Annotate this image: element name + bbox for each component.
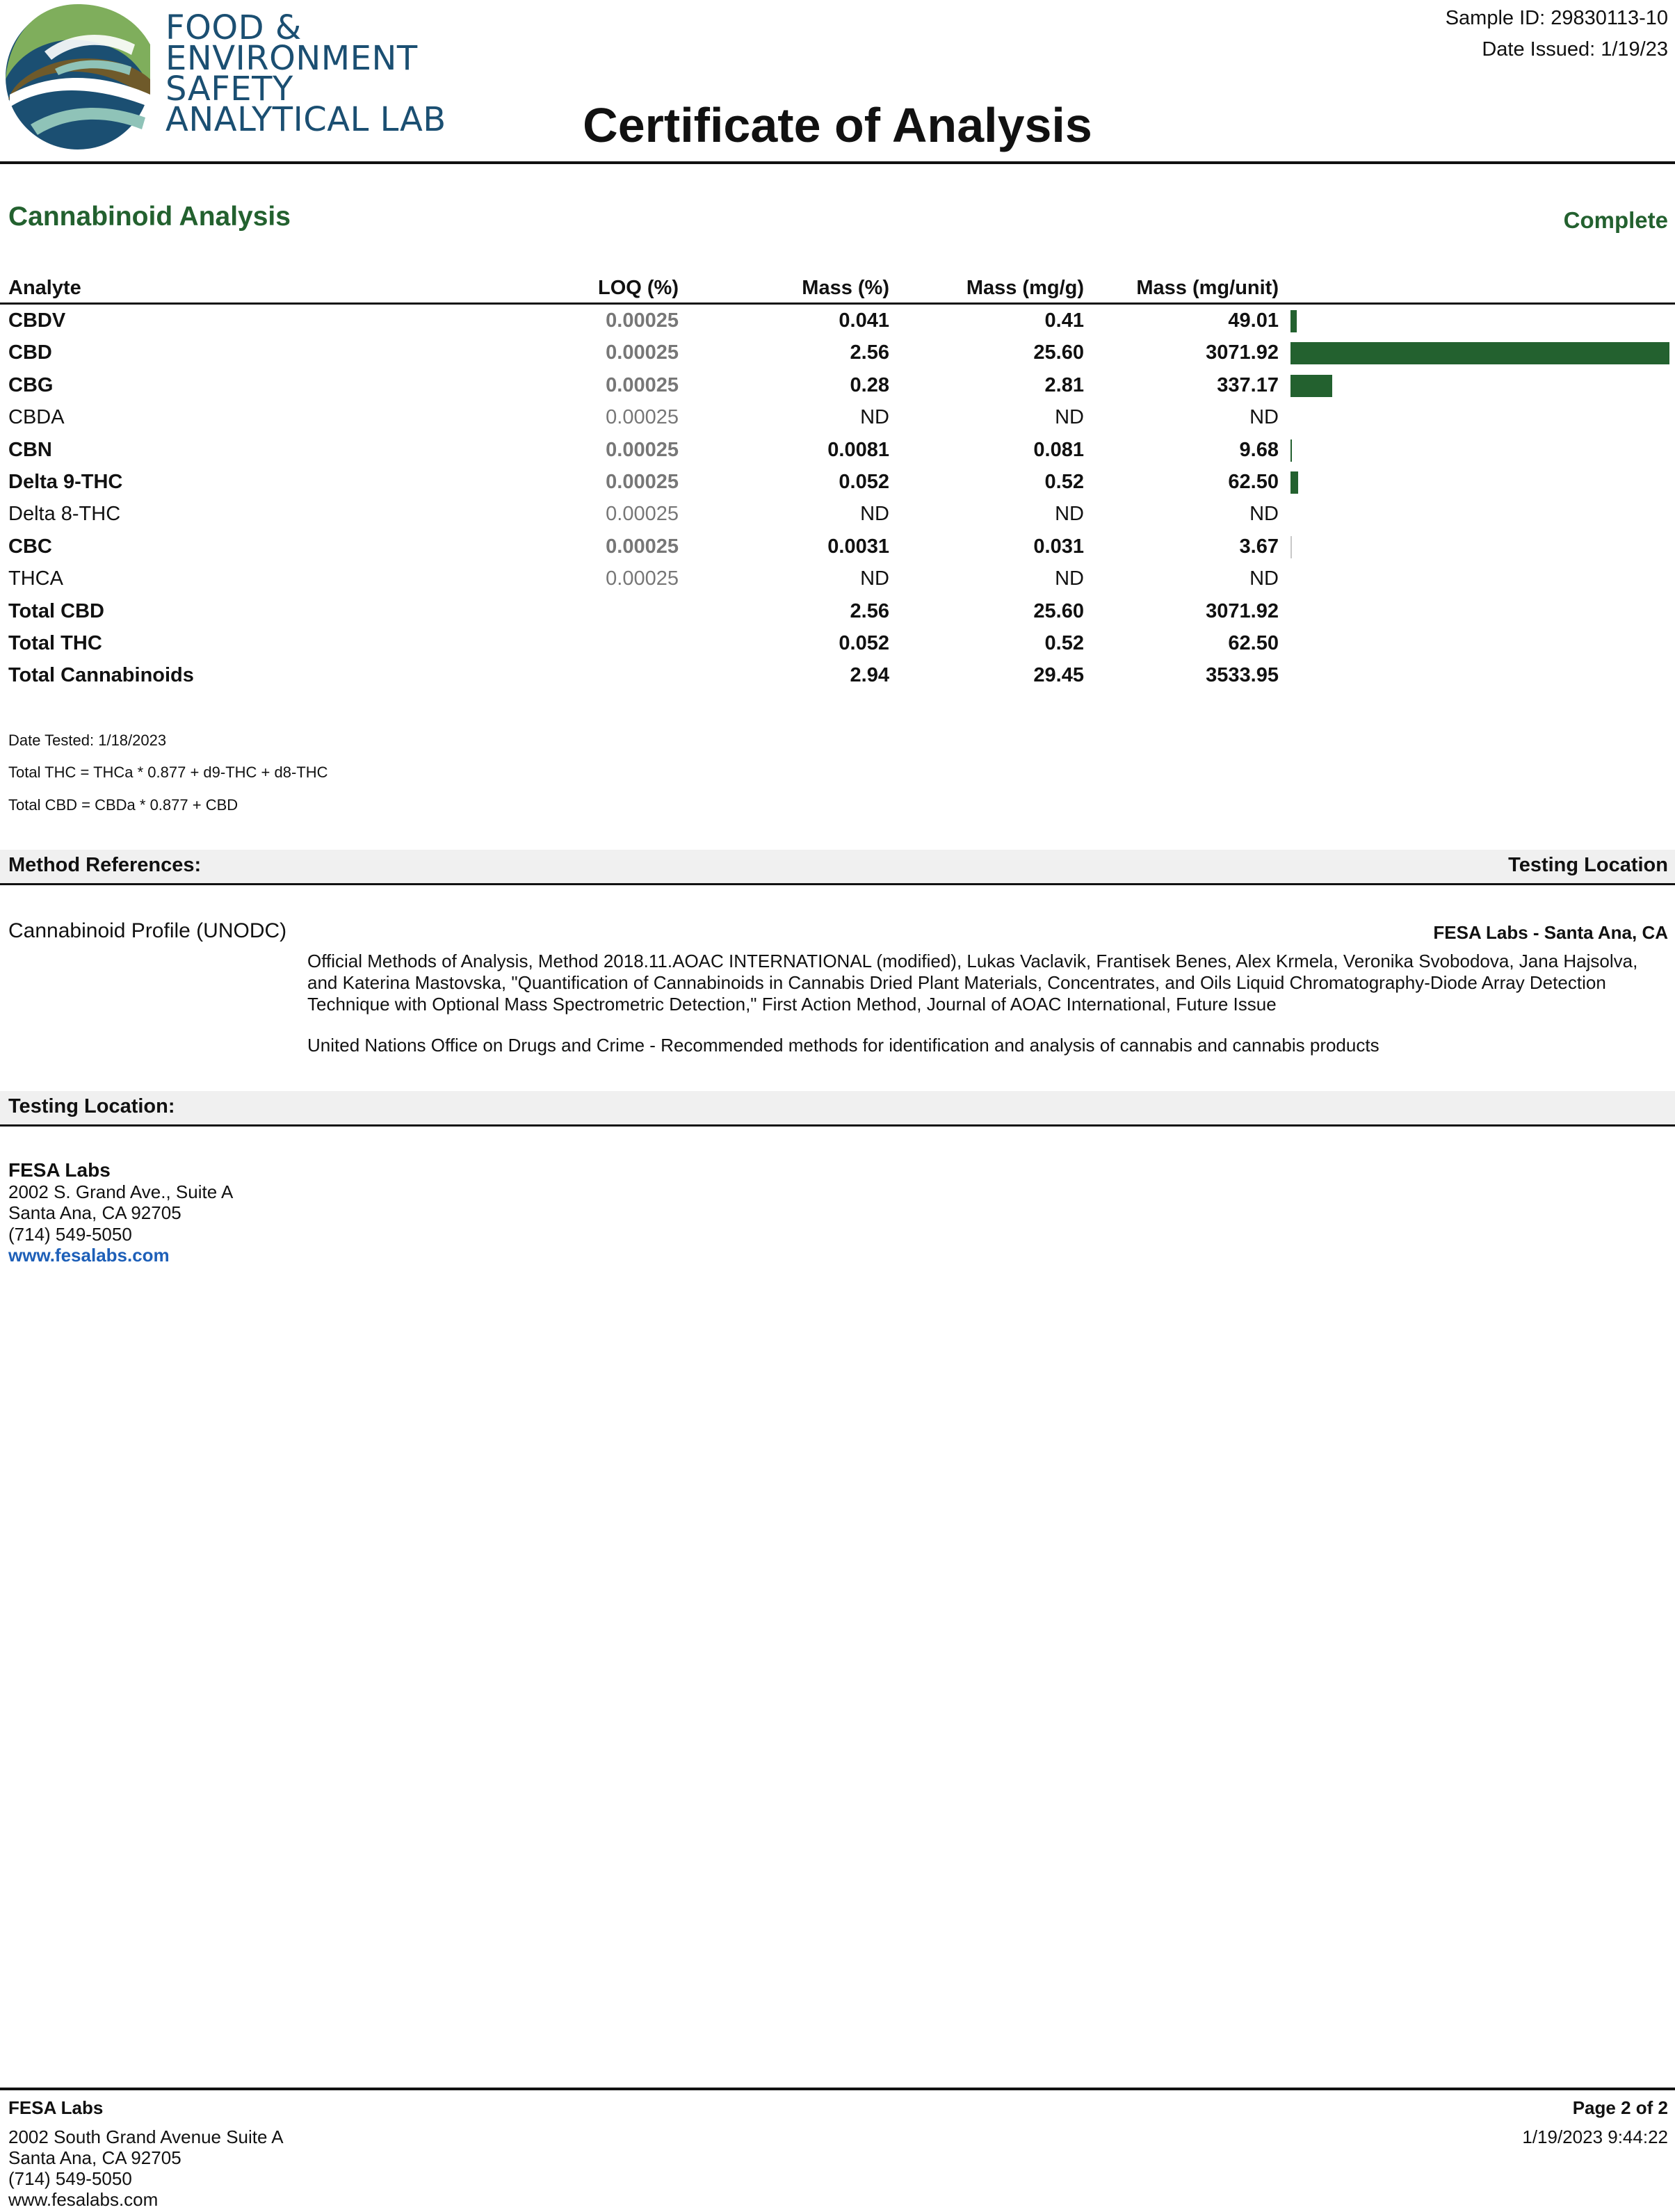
loq-cell: 0.00025	[606, 309, 679, 332]
table-header	[0, 273, 1675, 305]
mass-unit-cell: 3.67	[1239, 535, 1279, 558]
section-title: Cannabinoid Analysis	[8, 202, 291, 232]
analyte-cell: CBG	[8, 373, 54, 396]
total-cbd-formula: Total CBD = CBDa * 0.877 + CBD	[8, 796, 238, 814]
mass-mgg-cell: 0.031	[1033, 535, 1084, 558]
footer-street: 2002 South Grand Avenue Suite A	[8, 2126, 284, 2147]
mass-unit-cell: 3071.92	[1206, 599, 1279, 622]
testing-location-address	[8, 1160, 233, 1266]
mass-unit-cell: 3071.92	[1206, 341, 1279, 364]
mass-pct-cell: 2.56	[850, 599, 889, 622]
mass-pct-cell: ND	[860, 567, 889, 590]
method-reference-unodc: United Nations Office on Drugs and Crime - Recommended methods for identification and analysis of cannabis and cannabis products	[307, 1035, 1379, 1056]
logo-wordmark: FOOD & ENVIRONMENT SAFETY ANALYTICAL LAB	[165, 8, 446, 139]
header-divider	[0, 161, 1675, 164]
method-name: Cannabinoid Profile (UNODC)	[8, 919, 287, 942]
mass-pct-cell: 0.041	[839, 309, 889, 332]
table-row	[0, 563, 1675, 595]
footer-lab-name: FESA Labs	[8, 2097, 104, 2118]
mass-bar	[1290, 536, 1292, 558]
analyte-cell: CBD	[8, 341, 52, 364]
analyte-cell: CBC	[8, 535, 52, 558]
footer-website: www.fesalabs.com	[8, 2189, 159, 2210]
mass-pct-cell: 0.052	[839, 470, 889, 493]
table-row	[0, 595, 1675, 627]
table-row	[0, 305, 1675, 337]
testing-location-heading: Testing Location	[1508, 854, 1668, 876]
mass-unit-cell: ND	[1249, 567, 1279, 590]
mass-bar	[1290, 439, 1292, 462]
table-row	[0, 659, 1675, 691]
total-thc-formula: Total THC = THCa * 0.877 + d9-THC + d8-THC	[8, 764, 328, 781]
loq-cell: 0.00025	[606, 438, 679, 461]
mass-unit-cell: 3533.95	[1206, 664, 1279, 687]
method-location: FESA Labs - Santa Ana, CA	[1433, 922, 1668, 943]
mass-pct-cell: ND	[860, 406, 889, 429]
header-loq: LOQ (%)	[598, 277, 679, 299]
page-number: Page 2 of 2	[1572, 2097, 1668, 2118]
analyte-cell: Total THC	[8, 631, 102, 654]
date-tested: Date Tested: 1/18/2023	[8, 732, 167, 749]
table-row	[0, 434, 1675, 466]
mass-unit-cell: ND	[1249, 406, 1279, 429]
mass-unit-cell: ND	[1249, 503, 1279, 526]
testing-location-label: Testing Location:	[8, 1095, 175, 1117]
analyte-cell: THCA	[8, 567, 63, 590]
analyte-cell: CBDA	[8, 406, 65, 429]
mass-bar	[1290, 375, 1332, 397]
mass-pct-cell: 2.56	[850, 341, 889, 364]
header-mass-mgg: Mass (mg/g)	[966, 277, 1084, 299]
loq-cell: 0.00025	[606, 373, 679, 396]
mass-mgg-cell: 0.52	[1044, 470, 1084, 493]
analyte-cell: Delta 8-THC	[8, 503, 121, 526]
loq-cell: 0.00025	[606, 567, 679, 590]
footer-divider	[0, 2088, 1675, 2090]
table-row	[0, 369, 1675, 401]
mass-mgg-cell: 0.52	[1044, 631, 1084, 654]
cannabinoid-table	[0, 273, 1675, 692]
mass-bar	[1290, 471, 1298, 494]
header-mass-pct: Mass (%)	[802, 277, 889, 299]
table-row	[0, 337, 1675, 369]
analyte-cell: CBN	[8, 438, 52, 461]
lab-phone: (714) 549-5050	[8, 1223, 132, 1245]
mass-mgg-cell: 2.81	[1044, 373, 1084, 396]
method-reference-aoac: Official Methods of Analysis, Method 2018.11.AOAC INTERNATIONAL (modified), Lukas Vaclavik, Frantisek Benes, Alex Krmela, Veronika Svobodova, Jana Hajsolva, and Katerina Mastovska, "Quantification of Cannabinoids in Cannabis Dried Plant Materials, Concentrates, and Oils Liquid Chromatography-Diode Array Detection Technique with Optional Mass Spectrometric Detection," First Action Method, Journal of AOAC International, Future Issue	[307, 951, 1638, 1015]
mass-mgg-cell: ND	[1055, 406, 1084, 429]
analyte-cell: CBDV	[8, 309, 66, 332]
table-row	[0, 466, 1675, 498]
loq-cell: 0.00025	[606, 503, 679, 526]
table-row	[0, 531, 1675, 563]
mass-mgg-cell: 0.41	[1044, 309, 1084, 332]
mass-bar	[1290, 342, 1669, 364]
mass-mgg-cell: ND	[1055, 503, 1084, 526]
table-row	[0, 498, 1675, 530]
footer-city: Santa Ana, CA 92705	[8, 2147, 181, 2168]
mass-pct-cell: 0.0081	[827, 438, 889, 461]
lab-website-link[interactable]: www.fesalabs.com	[8, 1245, 170, 1266]
header-analyte: Analyte	[8, 277, 81, 299]
loq-cell: 0.00025	[606, 406, 679, 429]
mass-mgg-cell: 25.60	[1033, 599, 1084, 622]
sample-id: Sample ID: 29830113-10	[1445, 7, 1668, 29]
mass-pct-cell: 0.28	[850, 373, 889, 396]
testing-location-band	[0, 1091, 1675, 1127]
loq-cell: 0.00025	[606, 470, 679, 493]
mass-pct-cell: 2.94	[850, 664, 889, 687]
loq-cell: 0.00025	[606, 341, 679, 364]
method-references-label: Method References:	[8, 854, 202, 876]
analyte-cell: Delta 9-THC	[8, 470, 123, 493]
lab-city: Santa Ana, CA 92705	[8, 1202, 181, 1223]
mass-pct-cell: 0.052	[839, 631, 889, 654]
print-timestamp: 1/19/2023 9:44:22	[1522, 2126, 1668, 2147]
mass-mgg-cell: 0.081	[1033, 438, 1084, 461]
loq-cell: 0.00025	[606, 535, 679, 558]
table-body	[0, 305, 1675, 692]
mass-mgg-cell: ND	[1055, 567, 1084, 590]
footer-phone: (714) 549-5050	[8, 2168, 132, 2189]
page-title: Certificate of Analysis	[583, 98, 1092, 152]
table-row	[0, 627, 1675, 659]
mass-pct-cell: ND	[860, 503, 889, 526]
header-mass-unit: Mass (mg/unit)	[1136, 277, 1279, 299]
date-issued: Date Issued: 1/19/23	[1482, 38, 1668, 60]
lab-street: 2002 S. Grand Ave., Suite A	[8, 1181, 234, 1202]
status-badge: Complete	[1563, 207, 1668, 233]
mass-pct-cell: 0.0031	[827, 535, 889, 558]
mass-mgg-cell: 29.45	[1033, 664, 1084, 687]
mass-unit-cell: 9.68	[1239, 438, 1279, 461]
analyte-cell: Total CBD	[8, 599, 105, 622]
analyte-cell: Total Cannabinoids	[8, 664, 194, 687]
mass-unit-cell: 62.50	[1228, 631, 1279, 654]
method-references-band	[0, 850, 1675, 885]
mass-mgg-cell: 25.60	[1033, 341, 1084, 364]
footer-address	[8, 2097, 284, 2210]
lab-name: FESA Labs	[8, 1159, 111, 1181]
mass-unit-cell: 337.17	[1217, 373, 1279, 396]
mass-unit-cell: 62.50	[1228, 470, 1279, 493]
mass-bar	[1290, 310, 1297, 332]
footer-page-info	[1522, 2097, 1668, 2147]
table-row	[0, 401, 1675, 433]
mass-unit-cell: 49.01	[1228, 309, 1279, 332]
